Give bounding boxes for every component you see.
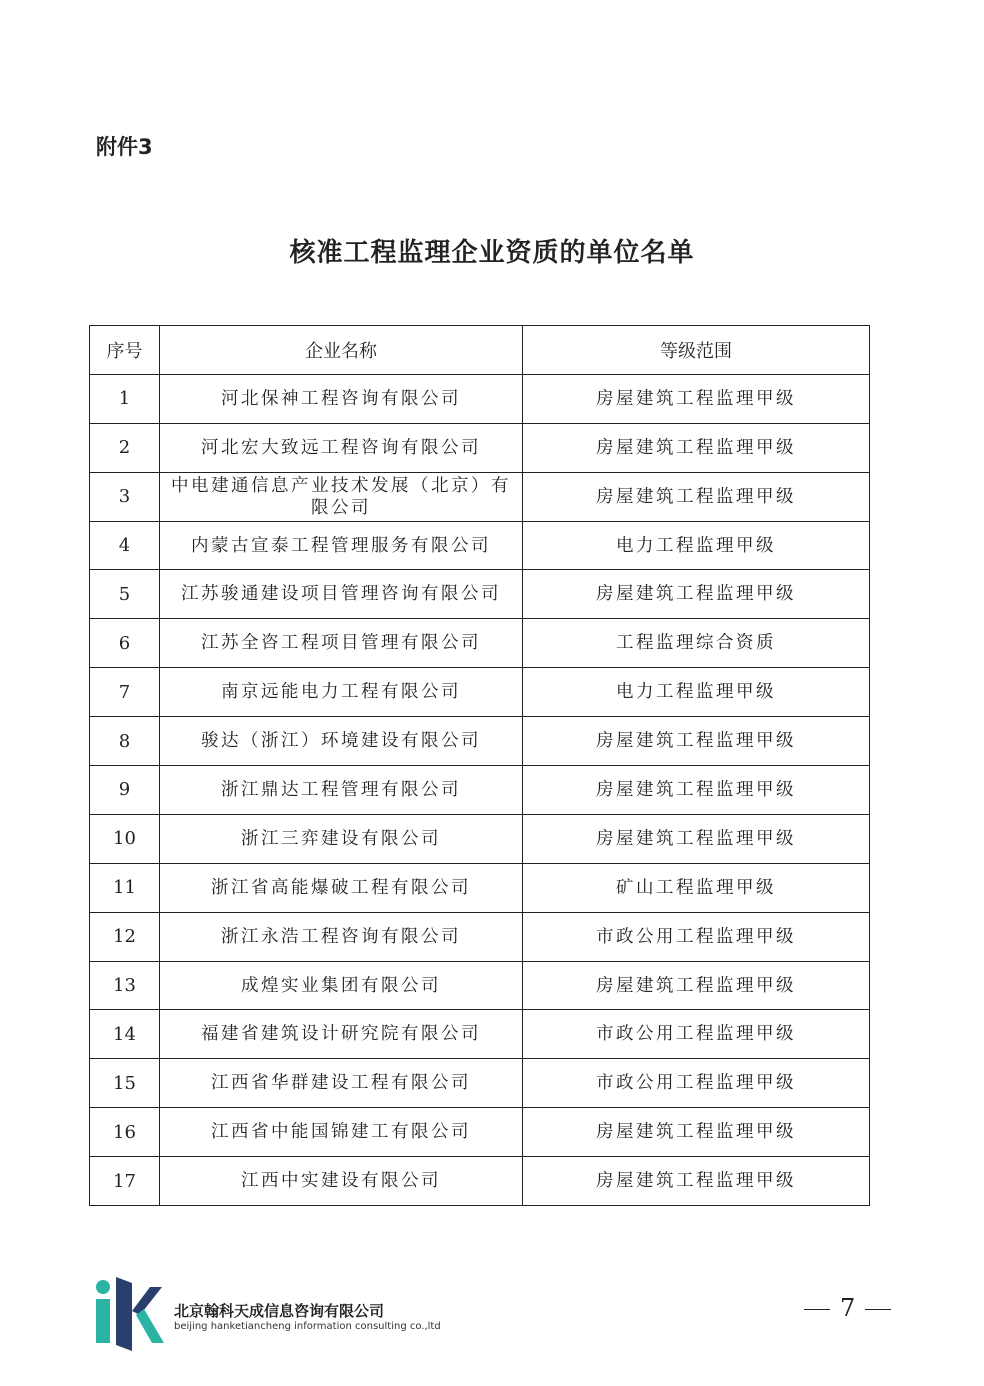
page-number <box>794 1294 901 1322</box>
attachment-label: 附件3 <box>96 135 153 159</box>
row-grade: 矿山工程监理甲级 <box>523 863 870 912</box>
row-grade: 房屋建筑工程监理甲级 <box>523 570 870 619</box>
row-seq: 2 <box>90 423 160 472</box>
row-company-name: 浙江省高能爆破工程有限公司 <box>160 863 523 912</box>
table-row <box>90 863 870 912</box>
row-grade: 市政公用工程监理甲级 <box>523 1059 870 1108</box>
logo-k-arm-lower <box>136 1309 164 1343</box>
row-seq: 3 <box>90 472 160 521</box>
company-logo <box>92 1275 164 1355</box>
row-seq: 4 <box>90 521 160 570</box>
row-company-name: 浙江永浩工程咨询有限公司 <box>160 912 523 961</box>
table-row <box>90 912 870 961</box>
row-company-name: 浙江鼎达工程管理有限公司 <box>160 766 523 815</box>
page-title: 核准工程监理企业资质的单位名单 <box>289 238 695 268</box>
row-seq: 17 <box>90 1157 160 1206</box>
row-grade: 市政公用工程监理甲级 <box>523 912 870 961</box>
row-company-name: 江苏骏通建设项目管理咨询有限公司 <box>160 570 523 619</box>
logo-k-stem <box>116 1277 132 1351</box>
row-seq: 13 <box>90 961 160 1010</box>
table-row <box>90 1157 870 1206</box>
row-company-name: 南京远能电力工程有限公司 <box>160 668 523 717</box>
row-grade: 市政公用工程监理甲级 <box>523 1010 870 1059</box>
table-row <box>90 1059 870 1108</box>
row-grade: 房屋建筑工程监理甲级 <box>523 766 870 815</box>
row-grade: 电力工程监理甲级 <box>523 668 870 717</box>
row-seq: 11 <box>90 863 160 912</box>
table-row <box>90 521 870 570</box>
row-company-name: 浙江三弈建设有限公司 <box>160 814 523 863</box>
row-seq: 1 <box>90 374 160 423</box>
table-header-row <box>90 326 870 375</box>
row-seq: 10 <box>90 814 160 863</box>
logo-bar-teal <box>96 1299 110 1343</box>
row-company-name: 成煌实业集团有限公司 <box>160 961 523 1010</box>
row-seq: 8 <box>90 717 160 766</box>
table-row <box>90 1010 870 1059</box>
row-grade: 房屋建筑工程监理甲级 <box>523 1108 870 1157</box>
table-row <box>90 717 870 766</box>
table-row <box>90 570 870 619</box>
row-grade: 工程监理综合资质 <box>523 619 870 668</box>
row-company-name: 中电建通信息产业技术发展（北京）有限公司 <box>160 472 523 521</box>
row-company-name: 江西省华群建设工程有限公司 <box>160 1059 523 1108</box>
column-header-seq: 序号 <box>90 326 160 375</box>
row-company-name: 福建省建筑设计研究院有限公司 <box>160 1010 523 1059</box>
row-seq: 6 <box>90 619 160 668</box>
column-header-company-name: 企业名称 <box>160 326 523 375</box>
logo-k-arm-upper <box>132 1287 162 1315</box>
row-seq: 5 <box>90 570 160 619</box>
table-row <box>90 619 870 668</box>
table-row <box>90 423 870 472</box>
row-grade: 房屋建筑工程监理甲级 <box>523 423 870 472</box>
table-row <box>90 668 870 717</box>
qualification-table <box>89 325 870 1206</box>
row-company-name: 江苏全咨工程项目管理有限公司 <box>160 619 523 668</box>
column-header-grade-scope: 等级范围 <box>523 326 870 375</box>
footer-company-name-cn: 北京翰科天成信息咨询有限公司 <box>174 1302 385 1320</box>
page-number-value: 7 <box>840 1294 856 1322</box>
row-seq: 9 <box>90 766 160 815</box>
row-company-name: 内蒙古宣泰工程管理服务有限公司 <box>160 521 523 570</box>
table-row <box>90 1108 870 1157</box>
row-seq: 14 <box>90 1010 160 1059</box>
page-number-dash-left <box>804 1309 830 1310</box>
row-grade: 房屋建筑工程监理甲级 <box>523 961 870 1010</box>
row-seq: 7 <box>90 668 160 717</box>
row-grade: 房屋建筑工程监理甲级 <box>523 717 870 766</box>
row-company-name: 江西省中能国锦建工有限公司 <box>160 1108 523 1157</box>
row-seq: 15 <box>90 1059 160 1108</box>
table-row <box>90 961 870 1010</box>
row-company-name: 江西中实建设有限公司 <box>160 1157 523 1206</box>
row-company-name: 骏达（浙江）环境建设有限公司 <box>160 717 523 766</box>
table-row <box>90 814 870 863</box>
row-seq: 16 <box>90 1108 160 1157</box>
row-grade: 房屋建筑工程监理甲级 <box>523 814 870 863</box>
row-seq: 12 <box>90 912 160 961</box>
row-company-name: 河北保神工程咨询有限公司 <box>160 374 523 423</box>
row-grade: 房屋建筑工程监理甲级 <box>523 472 870 521</box>
row-company-name: 河北宏大致远工程咨询有限公司 <box>160 423 523 472</box>
row-grade: 房屋建筑工程监理甲级 <box>523 374 870 423</box>
footer-company-name-en: beijing hanketiancheng information consulting co.,ltd <box>174 1321 441 1332</box>
row-grade: 电力工程监理甲级 <box>523 521 870 570</box>
logo-dot <box>96 1280 110 1294</box>
table-row <box>90 472 870 521</box>
row-grade: 房屋建筑工程监理甲级 <box>523 1157 870 1206</box>
table-row <box>90 766 870 815</box>
table-row <box>90 374 870 423</box>
page-number-dash-right <box>865 1309 891 1310</box>
